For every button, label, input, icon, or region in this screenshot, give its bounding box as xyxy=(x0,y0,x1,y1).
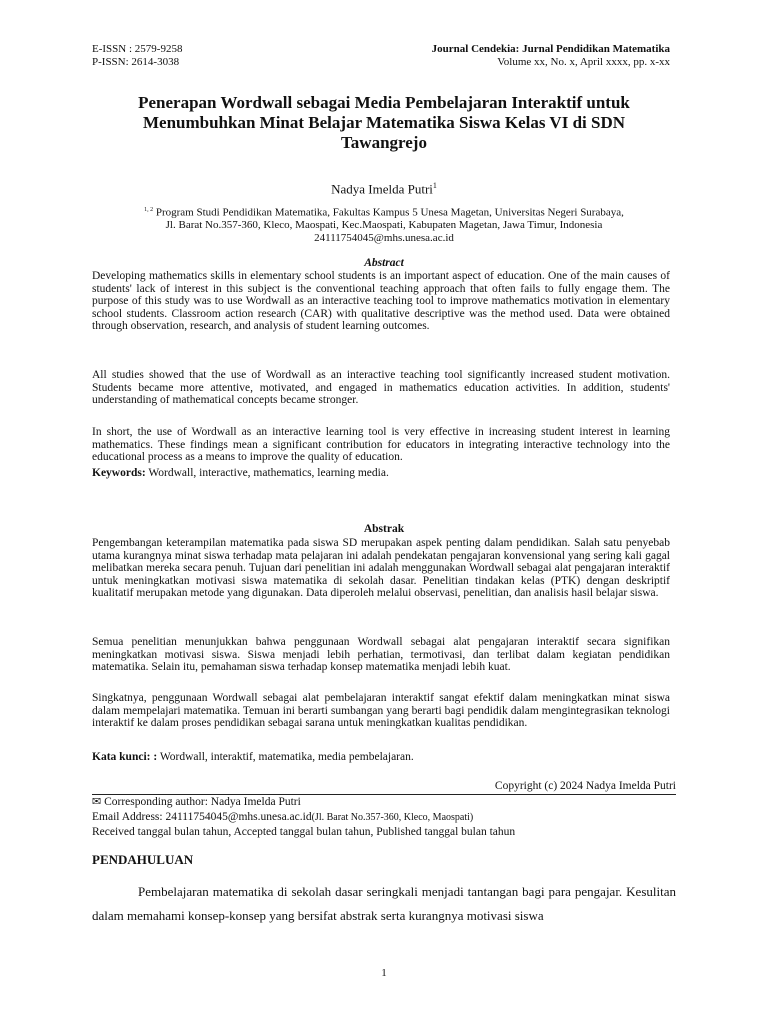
keywords xyxy=(92,467,676,480)
abstrak-paragraph-1: Pengembangan keterampilan matematika pada siswa SD merupakan aspek penting dalam pendidikan. Salah satu penyebab utama kurangnya minat siswa terhadap mata pelajaran ini adalah pendekatan pengajaran konvensional yang sering kali gagal melibatkan mereka secara penuh. Tujuan dari penelitian ini adalah menggunakan Wordwall sebagai alat pengajaran interaktif untuk meningkatkan motivasi siswa matematika di sekolah dasar. Penelitian tindakan kelas (PTK) dengan deskriptif kualitatif merupakan metode yang digunakan. Data diperoleh melalui observasi, penelitian, dan analisis hasil belajar siswa. xyxy=(92,537,670,600)
page-number: 1 xyxy=(381,967,387,979)
abstract-paragraph-2: All studies showed that the use of Wordwall as an interactive teaching tool significantly increased student motivation. Students became more attentive, motivated, and engaged in mathematics education activities. In addition, students' understanding of mathematical concepts became stronger. xyxy=(92,369,670,407)
corresponding-author-text: Corresponding author: Nadya Imelda Putri xyxy=(101,796,301,808)
abstrak-paragraph-3: Singkatnya, penggunaan Wordwall sebagai alat pembelajaran interaktif sangat efektif dalam meningkatkan minat siswa dalam mempelajari matematika. Temuan ini berarti sumbangan yang berarti bagi pendidik dalam mengintegrasikan teknologi interaktif ke dalam proses pendidikan sebagai sarana untuk meningkatkan kualitas pendidikan. xyxy=(92,692,670,730)
copyright: Copyright (c) 2024 Nadya Imelda Putri xyxy=(494,780,676,792)
email-address xyxy=(92,810,515,826)
affiliation-sup: 1, 2 xyxy=(144,207,154,213)
kata-kunci-text: Wordwall, interaktif, matematika, media pembelajaran. xyxy=(157,751,414,763)
eissn: E-ISSN : 2579-9258 xyxy=(92,43,183,55)
abstrak-paragraph-2: Semua penelitian menunjukkan bahwa penggunaan Wordwall sebagai alat pengajaran interaktif secara signifikan meningkatkan motivasi siswa. Siswa menjadi lebih perhatian, termotivasi, dan terlibat dalam kegiatan pendidikan matematika. Selain itu, pemahaman siswa terhadap konsep matematika menjadi lebih kuat. xyxy=(92,636,670,674)
abstract-heading: Abstract xyxy=(364,257,404,269)
journal-name: Journal Cendekia: Jurnal Pendidikan Matematika xyxy=(431,43,670,55)
keywords-label: Keywords: xyxy=(92,467,146,479)
abstract-paragraph-1: Developing mathematics skills in elementary school students is an important aspect of education. One of the main causes of students' lack of interest in this subject is the conventional teaching approach that often fails to fully engage them. The purpose of this study was to use Wordwall as an interactive teaching tool to improve mathematics motivation in elementary school students. Classroom action research (CAR) with qualitative descriptive was the method used. Data were obtained through observation, research, and analysis of student learning outcomes. xyxy=(92,270,670,333)
issn-block xyxy=(92,43,182,69)
author-sup: 1 xyxy=(432,181,437,190)
pissn: P-ISSN: 2614-3038 xyxy=(92,56,180,68)
body-paragraph: Pembelajaran matematika di sekolah dasar seringkali menjadi tantangan bagi para pengajar. Kesulitan dalam memahami konsep-konsep yang bersifat abstrak serta kurangnya motivasi siswa xyxy=(92,884,676,923)
received-info: Received tanggal bulan tahun, Accepted tanggal bulan tahun, Published tanggal bulan tahun xyxy=(92,826,516,838)
keywords-text: Wordwall, interactive, mathematics, learning media. xyxy=(145,467,389,479)
author-name: Nadya Imelda Putri xyxy=(331,181,433,197)
corresponding-author xyxy=(92,795,515,810)
author xyxy=(92,181,676,197)
author-email: 24111754045@mhs.unesa.ac.id xyxy=(314,231,454,244)
section-title: PENDAHULUAN xyxy=(92,852,194,867)
journal-block xyxy=(432,43,670,69)
volume-info: Volume xx, No. x, April xxxx, pp. x-xx xyxy=(497,56,670,68)
envelope-icon: ✉ xyxy=(92,795,102,808)
email-address-text: Email Address: 24111754045@mhs.unesa.ac.id xyxy=(92,810,312,823)
affiliation-line1 xyxy=(100,204,668,219)
affiliation xyxy=(100,204,668,244)
paper-title: Penerapan Wordwall sebagai Media Pembelajaran Interaktif untuk Menumbuhkan Minat Belajar Matematika Siswa Kelas VI di SDN Tawangrejo xyxy=(138,93,630,152)
abstrak-heading: Abstrak xyxy=(363,523,405,535)
affiliation-text: Program Studi Pendidikan Matematika, Fakultas Kampus 5 Unesa Magetan, Universitas Negeri Surabaya, xyxy=(153,206,624,219)
affiliation-line2: Jl. Barat No.357-360, Kleco, Maospati, Kec.Maospati, Kabupaten Magetan, Jawa Timur, Indonesia xyxy=(165,219,603,232)
kata-kunci-label: Kata kunci: : xyxy=(92,751,158,763)
kata-kunci xyxy=(92,751,676,764)
correspondence xyxy=(92,795,515,840)
email-address-location: (Jl. Barat No.357-360, Kleco, Maospati) xyxy=(311,811,474,823)
abstract-paragraph-3: In short, the use of Wordwall as an interactive learning tool is very effective in increasing student interest in learning mathematics. These findings mean a significant contribution for educators in integrating interactive technology into the educational process as a means to improve the quality of education. xyxy=(92,426,670,464)
